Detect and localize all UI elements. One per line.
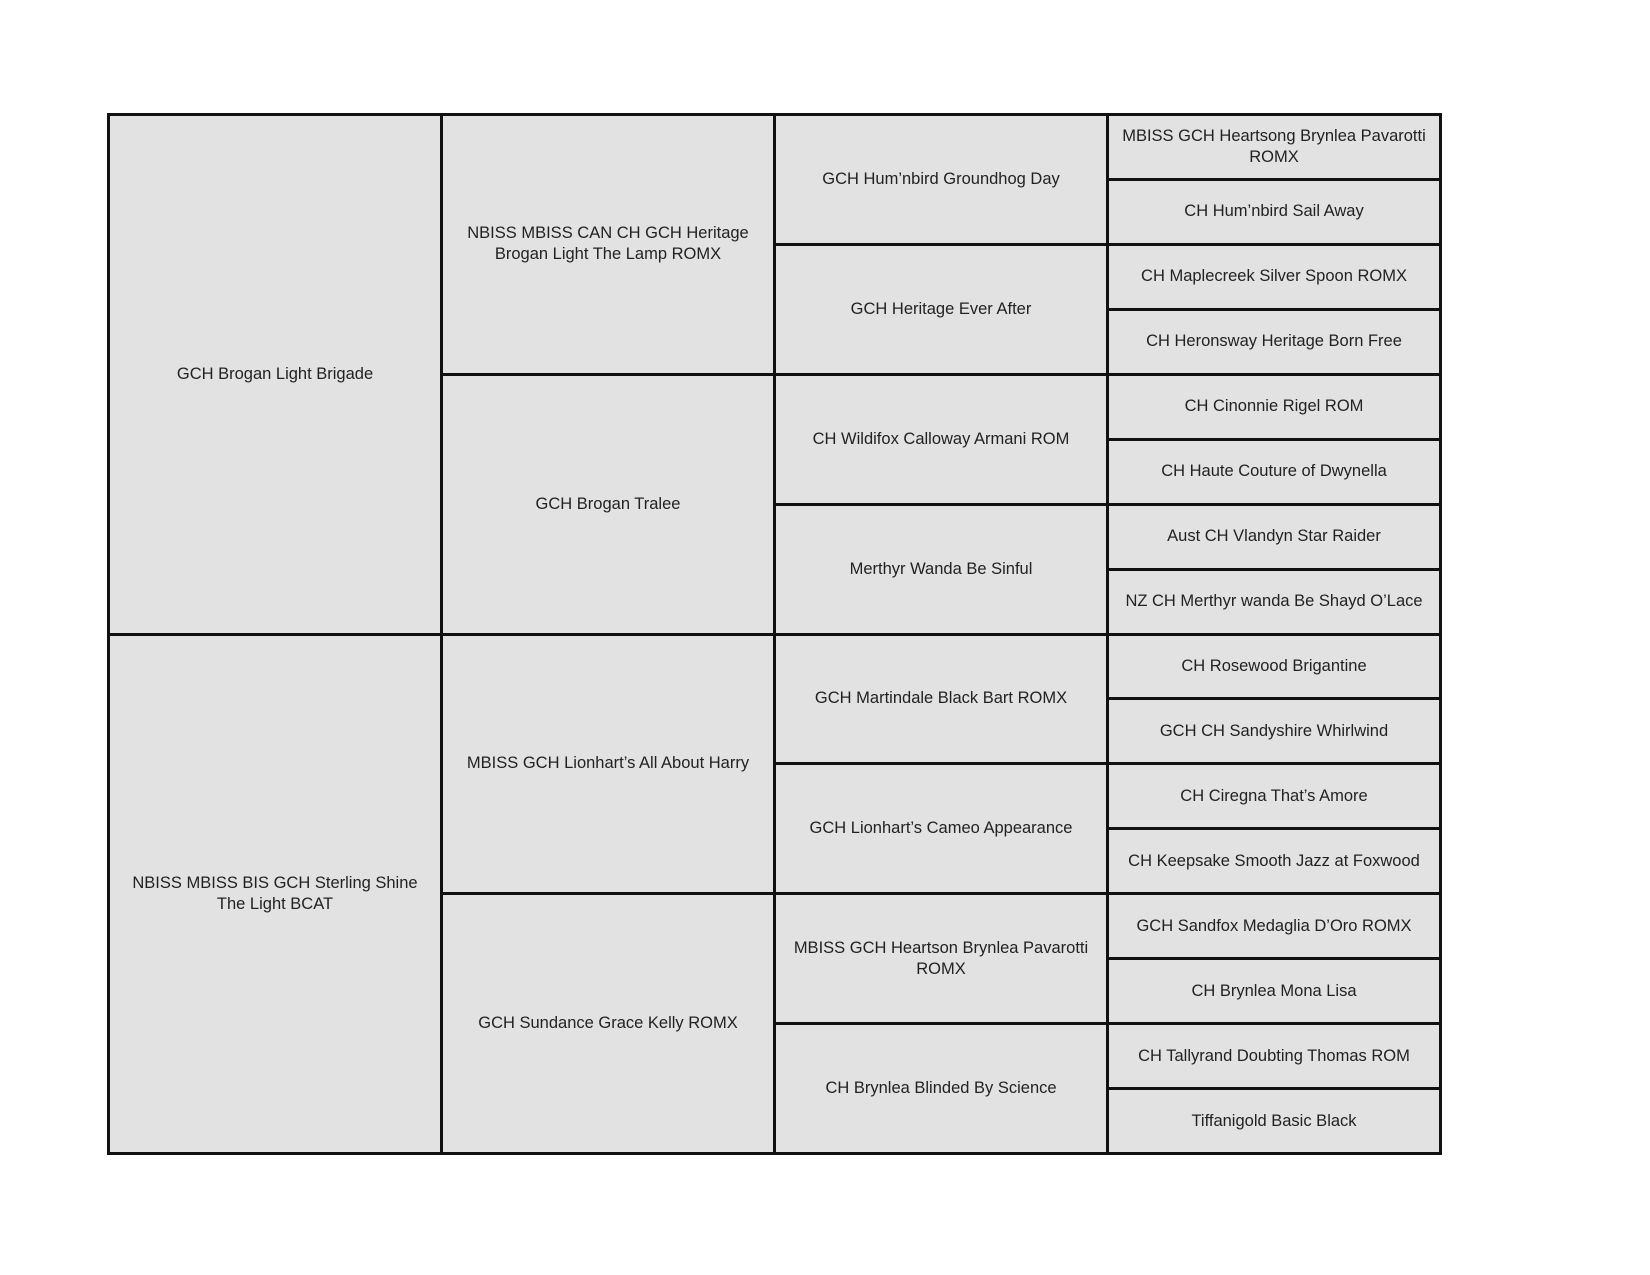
gen4-ancestor: GCH CH Sandyshire Whirlwind	[1109, 700, 1442, 765]
gen4-ancestor: CH Ciregna That’s Amore	[1109, 765, 1442, 830]
gen3-ancestor: GCH Hum’nbird Groundhog Day	[776, 116, 1109, 246]
gen3-ancestor: GCH Heritage Ever After	[776, 246, 1109, 376]
gen4-ancestor: CH Keepsake Smooth Jazz at Foxwood	[1109, 830, 1442, 895]
gen4-ancestor: CH Hum’nbird Sail Away	[1109, 181, 1442, 246]
gen1-sire: GCH Brogan Light Brigade	[110, 116, 443, 636]
gen4-ancestor: CH Haute Couture of Dwynella	[1109, 441, 1442, 506]
gen4-ancestor: NZ CH Merthyr wanda Be Shayd O’Lace	[1109, 571, 1442, 636]
gen4-ancestor: CH Heronsway Heritage Born Free	[1109, 311, 1442, 376]
gen4-ancestor: GCH Sandfox Medaglia D’Oro ROMX	[1109, 895, 1442, 960]
gen4-ancestor: CH Brynlea Mona Lisa	[1109, 960, 1442, 1025]
gen1-dam: NBISS MBISS BIS GCH Sterling Shine The Light BCAT	[110, 636, 443, 1156]
gen4-ancestor: CH Rosewood Brigantine	[1109, 636, 1442, 701]
gen4-ancestor: CH Maplecreek Silver Spoon ROMX	[1109, 246, 1442, 311]
gen4-ancestor: MBISS GCH Heartsong Brynlea Pavarotti ROMX	[1109, 116, 1442, 181]
gen3-ancestor: CH Wildifox Calloway Armani ROM	[776, 376, 1109, 506]
gen3-ancestor: GCH Lionhart’s Cameo Appearance	[776, 765, 1109, 895]
gen3-ancestor: GCH Martindale Black Bart ROMX	[776, 636, 1109, 766]
gen3-ancestor: CH Brynlea Blinded By Science	[776, 1025, 1109, 1155]
gen2-ancestor: MBISS GCH Lionhart’s All About Harry	[443, 636, 776, 896]
gen2-ancestor: NBISS MBISS CAN CH GCH Heritage Brogan Light The Lamp ROMX	[443, 116, 776, 376]
gen4-ancestor: CH Tallyrand Doubting Thomas ROM	[1109, 1025, 1442, 1090]
gen3-ancestor: MBISS GCH Heartson Brynlea Pavarotti ROMX	[776, 895, 1109, 1025]
gen2-ancestor: GCH Brogan Tralee	[443, 376, 776, 636]
gen4-ancestor: Tiffanigold Basic Black	[1109, 1090, 1442, 1155]
pedigree-chart	[107, 113, 1442, 1155]
gen2-ancestor: GCH Sundance Grace Kelly ROMX	[443, 895, 776, 1155]
gen4-ancestor: CH Cinonnie Rigel ROM	[1109, 376, 1442, 441]
gen4-ancestor: Aust CH Vlandyn Star Raider	[1109, 506, 1442, 571]
gen3-ancestor: Merthyr Wanda Be Sinful	[776, 506, 1109, 636]
